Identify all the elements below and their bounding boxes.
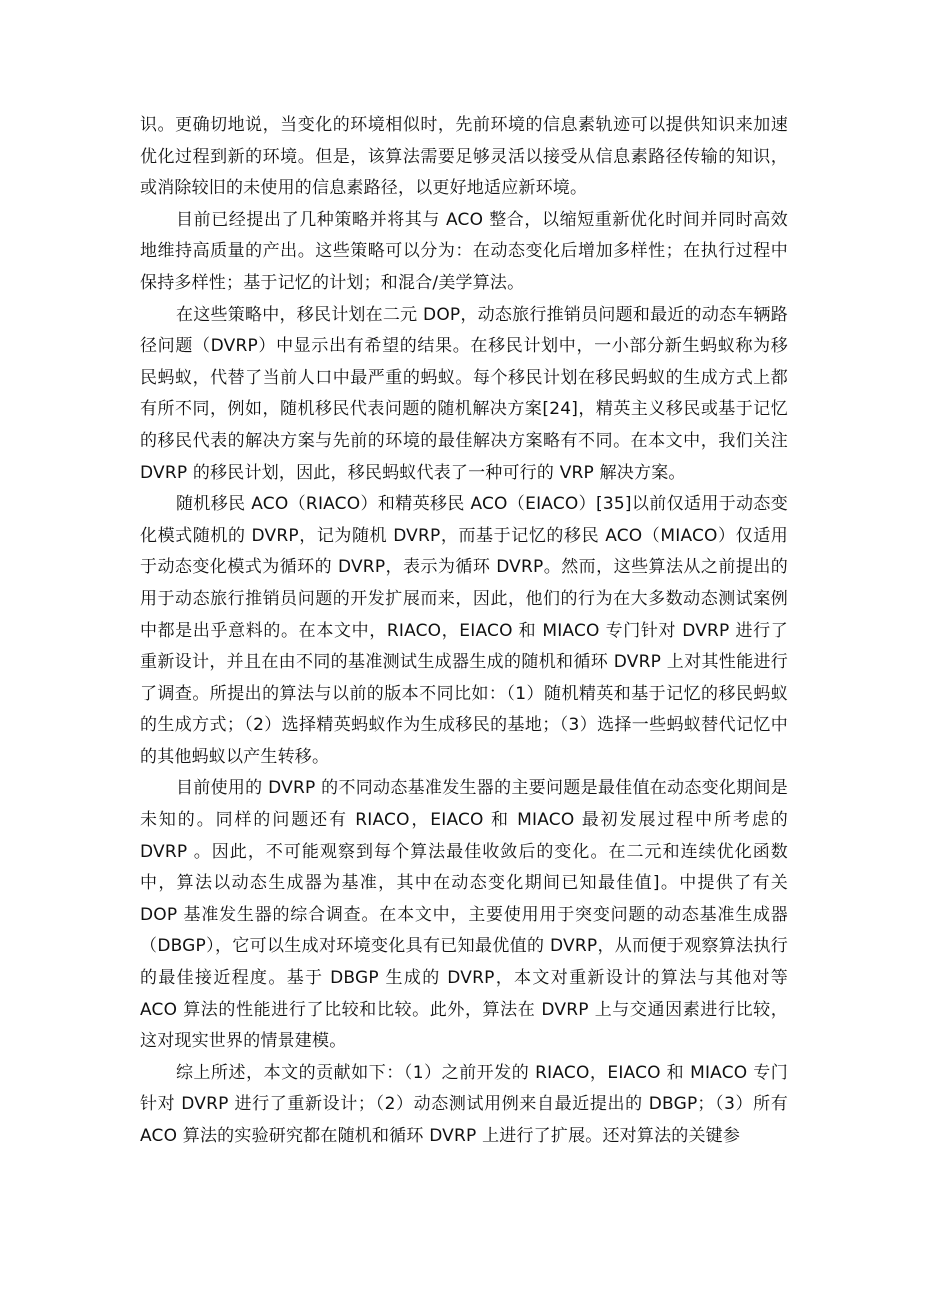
paragraph-5: 目前使用的 DVRP 的不同动态基准发生器的主要问题是最佳值在动态变化期间是未知的。同样的问题还有 RIACO，EIACO 和 MIACO 最初发展过程中所考虑的 DVRP 。因此，不可能观察到每个算法最佳收敛后的变化。在二元和连续优化函数中，算法以动态生成器为基准，其中在动态变化期间已知最佳值]。中提供了有关 DOP 基准发生器的综合调查。在本文中，主要使用用于突变问题的动态基准生成器（DBGP），它可以生成对环境变化具有已知最优值的 DVRP，从而便于观察算法执行的最佳接近程度。基于 DBGP 生成的 DVRP，本文对重新设计的算法与其他对等 ACO 算法的性能进行了比较和比较。此外，算法在 DVRP 上与交通因素进行比较，这对现实世界的情景建模。 [140, 778, 788, 1052]
paragraph-6: 综上所述，本文的贡献如下：（1）之前开发的 RIACO，EIACO 和 MIACO 专门针对 DVRP 进行了重新设计；（2）动态测试用例来自最近提出的 DBGP；（3）所有 ACO 算法的实验研究都在随机和循环 DVRP 上进行了扩展。还对算法的关键参 [140, 1062, 788, 1146]
document-body [140, 110, 788, 1153]
paragraph-2: 目前已经提出了几种策略并将其与 ACO 整合，以缩短重新优化时间并同时高效地维持高质量的产出。这些策略可以分为：在动态变化后增加多样性；在执行过程中保持多样性；基于记忆的计划；和混合/美学算法。 [140, 209, 788, 293]
paragraph-4: 随机移民 ACO（RIACO）和精英移民 ACO（EIACO）[35]以前仅适用于动态变化模式随机的 DVRP，记为随机 DVRP，而基于记忆的移民 ACO（MIACO）仅适用于动态变化模式为循环的 DVRP，表示为循环 DVRP。然而，这些算法从之前提出的用于动态旅行推销员问题的开发扩展而来，因此，他们的行为在大多数动态测试案例中都是出乎意料的。在本文中，RIACO，EIACO 和 MIACO 专门针对 DVRP 进行了重新设计，并且在由不同的基准测试生成器生成的随机和循环 DVRP 上对其性能进行了调查。所提出的算法与以前的版本不同比如：（1）随机精英和基于记忆的移民蚂蚁的生成方式；（2）选择精英蚂蚁作为生成移民的基地；（3）选择一些蚂蚁替代记忆中的其他蚂蚁以产生转移。 [140, 494, 788, 767]
paragraph-1: 识。更确切地说，当变化的环境相似时，先前环境的信息素轨迹可以提供知识来加速优化过程到新的环境。但是，该算法需要足够灵活以接受从信息素路径传输的知识，或消除较旧的未使用的信息素路径，以更好地适应新环境。 [140, 115, 788, 199]
paragraph-3: 在这些策略中，移民计划在二元 DOP，动态旅行推销员问题和最近的动态车辆路径问题（DVRP）中显示出有希望的结果。在移民计划中，一小部分新生蚂蚁称为移民蚂蚁，代替了当前人口中最严重的蚂蚁。每个移民计划在移民蚂蚁的生成方式上都有所不同，例如，随机移民代表问题的随机解决方案[24]，精英主义移民或基于记忆的移民代表的解决方案与先前的环境的最佳解决方案略有不同。在本文中，我们关注 DVRP 的移民计划，因此，移民蚂蚁代表了一种可行的 VRP 解决方案。 [140, 304, 788, 483]
